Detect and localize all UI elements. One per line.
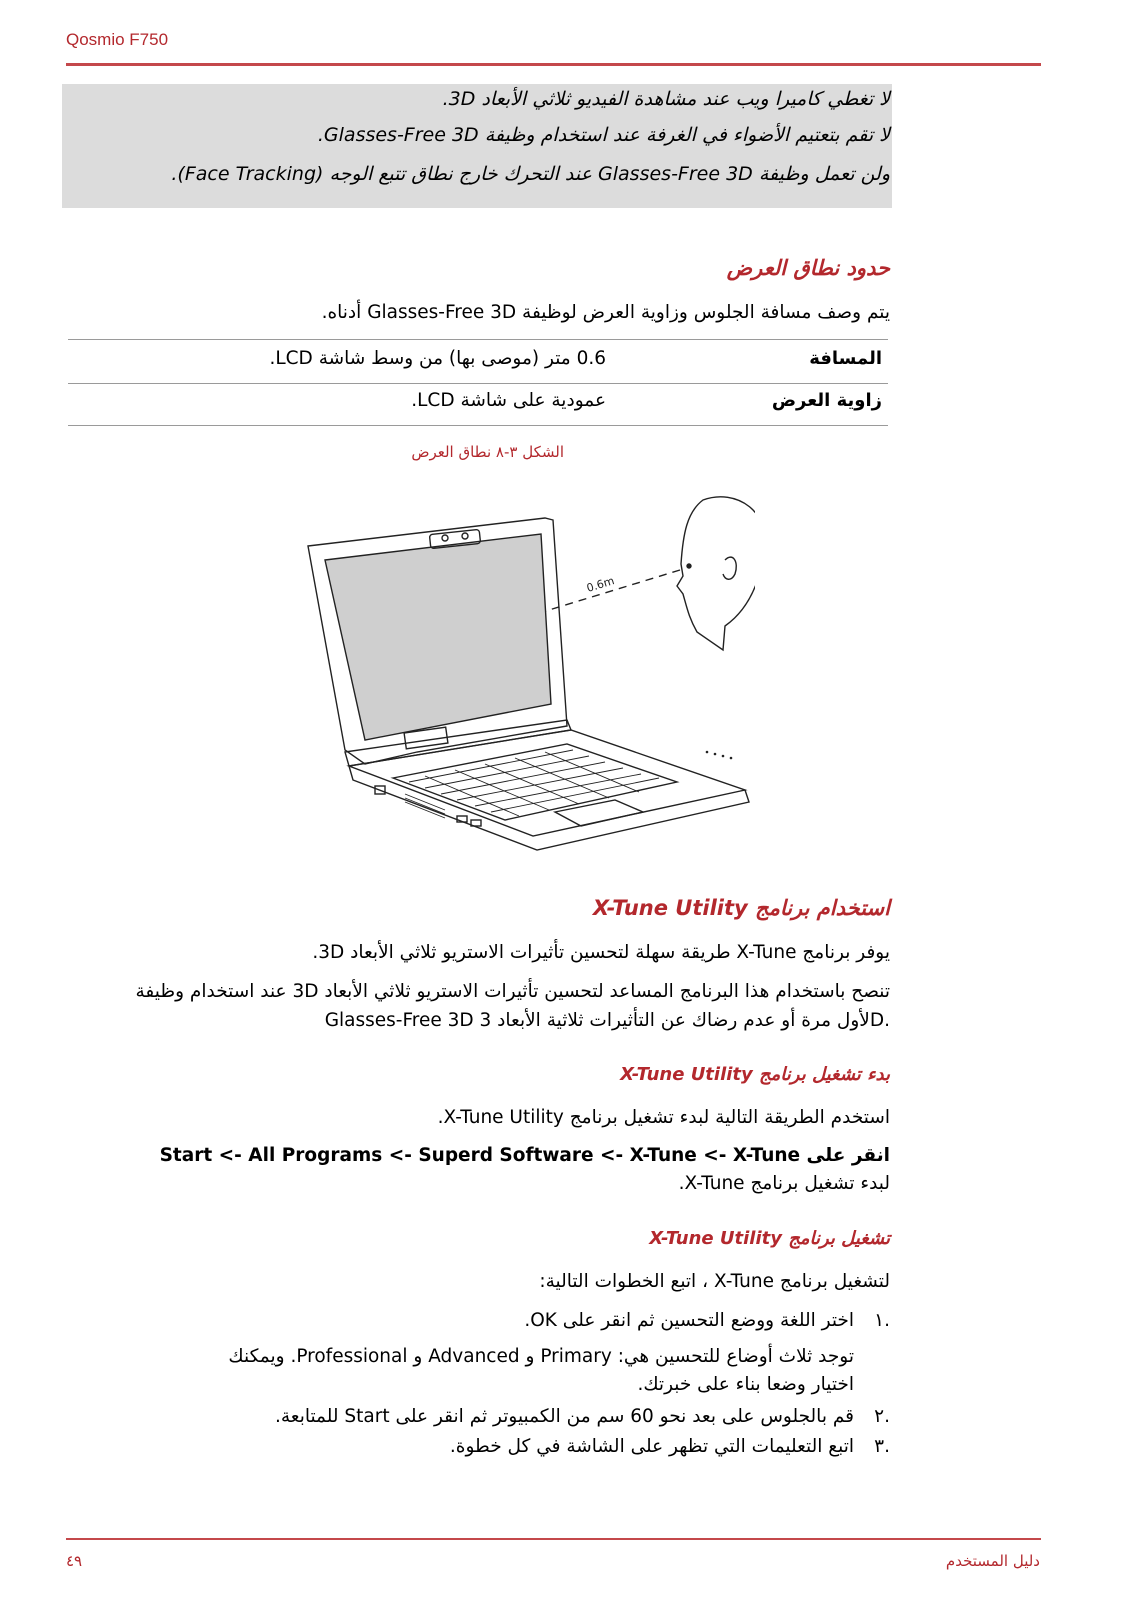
step-number-2: ٢. [874, 1406, 890, 1427]
start-paragraph-1: استخدم الطريقة التالية لبدء تشغيل برنامج X-Tune Utility. [437, 1107, 890, 1128]
distance-label: 0.6m [585, 574, 616, 595]
running-header-title: Qosmio F750 [66, 30, 169, 49]
footer-rule [66, 1538, 1041, 1540]
table-top-rule [68, 339, 888, 340]
step-number-3: ٣. [874, 1436, 890, 1457]
step-2-text: قم بالجلوس على بعد نحو 60 سم من الكمبيوتر ثم انقر على Start للمتابعة. [274, 1406, 854, 1427]
table-bottom-rule [68, 425, 888, 426]
table-key-distance: المسافة [809, 348, 882, 369]
table-key-angle: زاوية العرض [771, 390, 882, 411]
figure-caption: الشكل ٣-٨ نطاق العرض [411, 443, 564, 461]
step-3-text: اتبع التعليمات التي تظهر على الشاشة في كل خطوة. [449, 1436, 854, 1457]
note-line-3: ولن تعمل وظيفة Glasses-Free 3D عند التحرك خارج نطاق تتبع الوجه (Face Tracking). [171, 163, 890, 185]
start-paragraph-2-line-2: لبدء تشغيل برنامج X-Tune. [678, 1173, 890, 1194]
footer-label: دليل المستخدم [945, 1552, 1040, 1570]
page-number: ٤٩ [66, 1552, 83, 1570]
xtune-paragraph-1: يوفر برنامج X-Tune طريقة سهلة لتحسين تأثيرات الاستريو ثلاثي الأبعاد 3D. [312, 942, 890, 963]
section-heading-viewing-range: حدود نطاق العرض [726, 256, 890, 280]
table-mid-rule [68, 383, 888, 384]
laptop-viewing-illustration [305, 490, 755, 880]
xtune-paragraph-2-line-1: تنصح باستخدام هذا البرنامج المساعد لتحسين تأثيرات الاستريو ثلاثي الأبعاد 3D عند استخدام وظيفة [135, 981, 890, 1002]
note-line-1: لا تغطي كاميرا ويب عند مشاهدة الفيديو ثلاثي الأبعاد 3D. [442, 88, 890, 110]
xtune-paragraph-2-line-2: Glasses-Free 3D لأول مرة أو عدم رضاك عن التأثيرات ثلاثية الأبعاد 3D. [324, 1010, 890, 1031]
viewing-intro: يتم وصف مسافة الجلوس وزاوية العرض لوظيفة Glasses-Free 3D أدناه. [321, 302, 890, 323]
note-line-2: لا تقم بتعتيم الأضواء في الغرفة عند استخدام وظيفة Glasses-Free 3D. [317, 124, 890, 146]
step-1-detail-line-2: اختيار وضعا بناء على خبرتك. [637, 1374, 854, 1395]
subheading-run-xtune: تشغيل برنامج X-Tune Utility [649, 1228, 890, 1249]
table-value-distance: 0.6 متر (موصى بها) من وسط شاشة LCD. [269, 348, 606, 369]
step-1-detail-line-1: توجد ثلاث أوضاع للتحسين هي: Primary و Advanced و Professional. ويمكنك [228, 1346, 854, 1367]
step-number-1: ١. [874, 1310, 890, 1331]
table-value-angle: عمودية على شاشة LCD. [411, 390, 606, 411]
run-intro: لتشغيل برنامج X-Tune ، اتبع الخطوات التالية: [539, 1271, 890, 1292]
section-heading-xtune: استخدام برنامج X-Tune Utility [592, 896, 890, 920]
header-rule [66, 63, 1041, 66]
start-paragraph-2-line-1: انقر على Start <- All Programs <- Superd Software <- X-Tune <- X-Tune [159, 1145, 890, 1166]
subheading-start-xtune: بدء تشغيل برنامج X-Tune Utility [620, 1064, 890, 1085]
step-1-text: اختر اللغة ووضع التحسين ثم انقر على OK. [524, 1310, 854, 1331]
